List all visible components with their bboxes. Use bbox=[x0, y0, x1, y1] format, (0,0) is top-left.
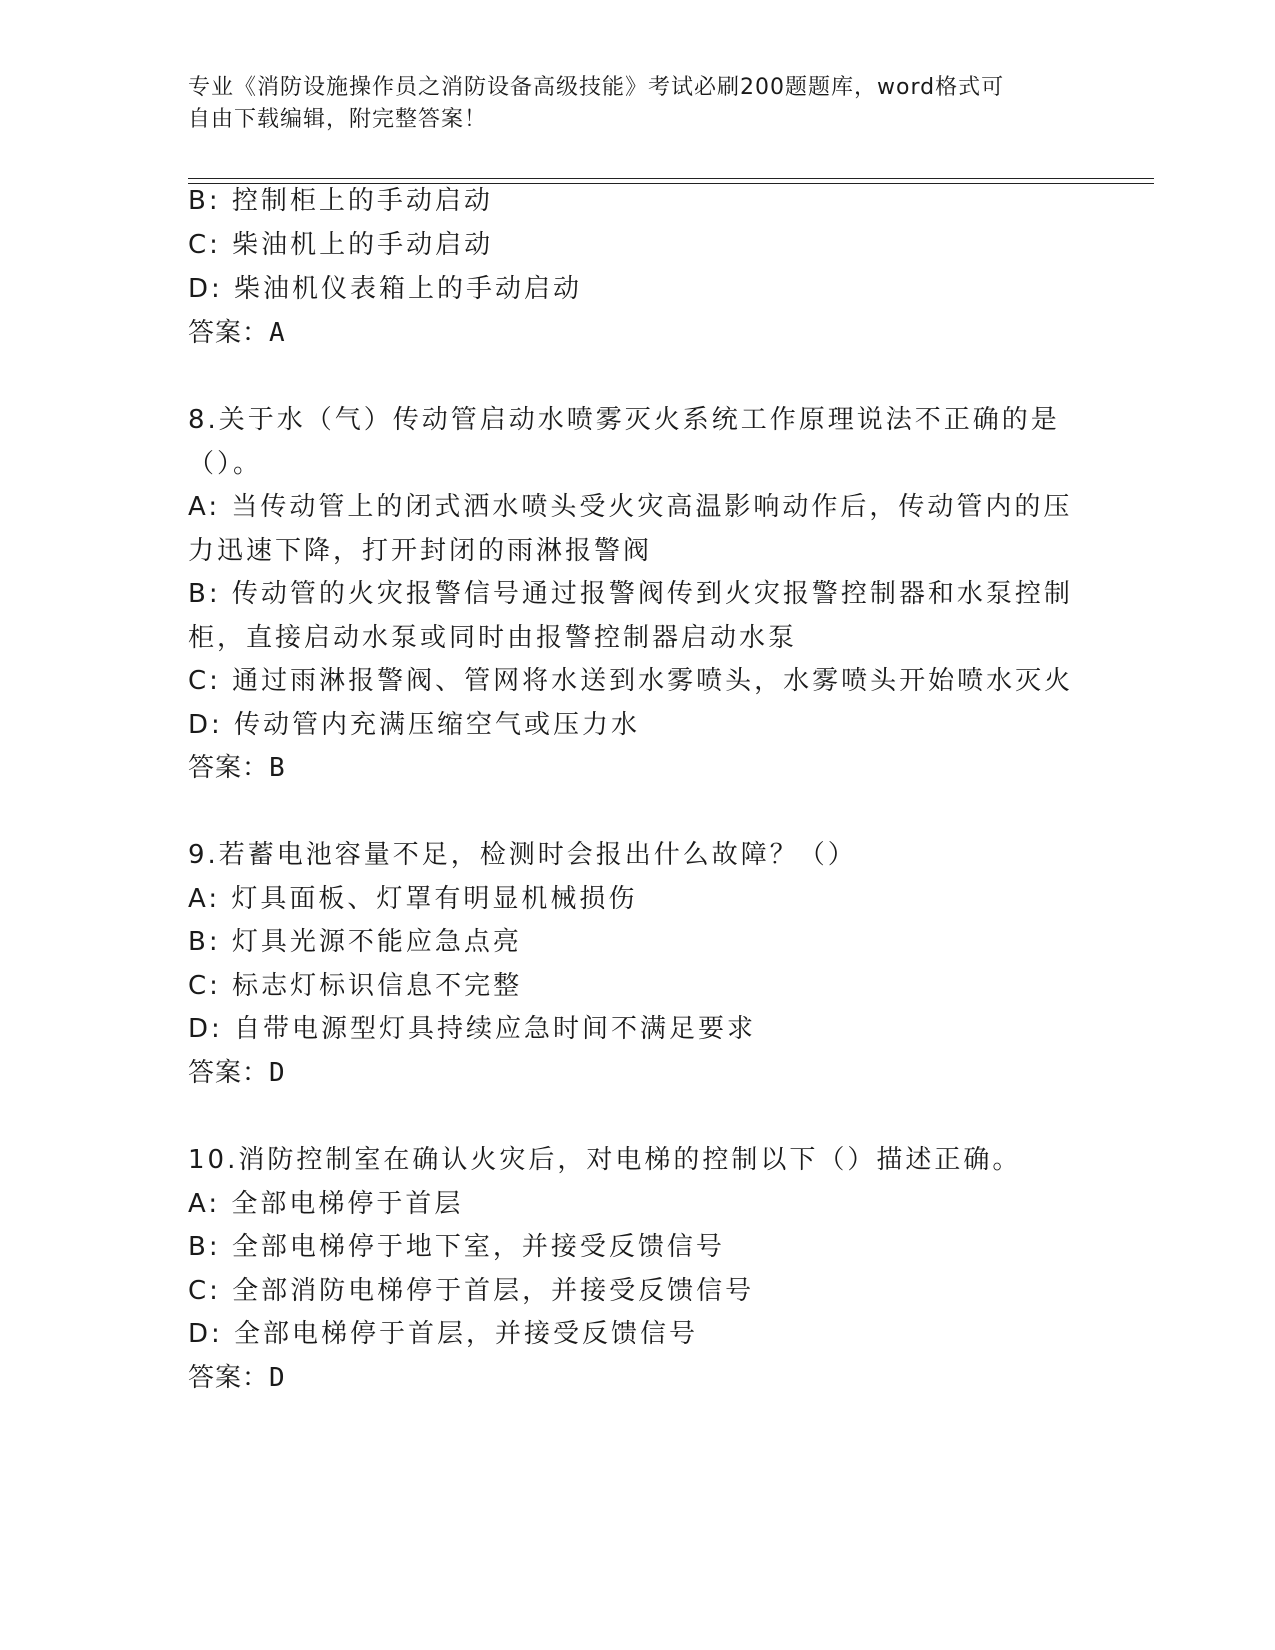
option-d: D: 传动管内充满压缩空气或压力水 bbox=[188, 710, 641, 740]
question-stem: 8.关于水（气）传动管启动水喷雾灭火系统工作原理说法不正确的是 bbox=[188, 405, 1060, 435]
header-line-1: 专业《消防设施操作员之消防设备高级技能》考试必刷200题题库，word格式可 bbox=[188, 75, 1005, 100]
answer-value: B bbox=[269, 753, 287, 783]
option-c: C: 柴油机上的手动启动 bbox=[188, 230, 494, 260]
answer-line bbox=[188, 1361, 287, 1395]
option-c: C: 全部消防电梯停于首层，并接受反馈信号 bbox=[188, 1276, 755, 1306]
header-divider-top bbox=[188, 178, 1154, 179]
option-b: B: 灯具光源不能应急点亮 bbox=[188, 927, 522, 957]
option-b: B: 全部电梯停于地下室，并接受反馈信号 bbox=[188, 1232, 725, 1262]
option-a: A: 全部电梯停于首层 bbox=[188, 1189, 464, 1219]
option-d: D: 柴油机仪表箱上的手动启动 bbox=[188, 274, 583, 304]
question-stem-cont: （）。 bbox=[188, 449, 263, 479]
option-d: D: 全部电梯停于首层，并接受反馈信号 bbox=[188, 1319, 699, 1349]
option-b: B: 传动管的火灾报警信号通过报警阀传到火灾报警控制器和水泵控制 bbox=[188, 579, 1073, 609]
answer-line bbox=[188, 1056, 287, 1090]
answer-value: D bbox=[269, 1363, 287, 1393]
answer-value: A bbox=[269, 318, 287, 348]
answer-value: D bbox=[269, 1058, 287, 1088]
question-stem: 10.消防控制室在确认火灾后，对电梯的控制以下（）描述正确。 bbox=[188, 1145, 1022, 1175]
option-c: C: 标志灯标识信息不完整 bbox=[188, 971, 523, 1001]
option-c: C: 通过雨淋报警阀、管网将水送到水雾喷头，水雾喷头开始喷水灭火 bbox=[188, 666, 1074, 696]
answer-line bbox=[188, 751, 287, 785]
option-a: A: 灯具面板、灯罩有明显机械损伤 bbox=[188, 884, 638, 914]
option-a-cont: 力迅速下降，打开封闭的雨淋报警阀 bbox=[188, 536, 653, 566]
answer-label: 答案： bbox=[188, 753, 270, 783]
answer-label: 答案： bbox=[188, 1363, 270, 1393]
answer-line bbox=[188, 316, 287, 350]
option-a: A: 当传动管上的闭式洒水喷头受火灾高温影响动作后，传动管内的压 bbox=[188, 492, 1073, 522]
answer-label: 答案： bbox=[188, 1058, 270, 1088]
option-b-cont: 柜，直接启动水泵或同时由报警控制器启动水泵 bbox=[188, 623, 798, 653]
option-d: D: 自带电源型灯具持续应急时间不满足要求 bbox=[188, 1014, 757, 1044]
header-line-2: 自由下载编辑，附完整答案！ bbox=[188, 107, 488, 132]
answer-label: 答案： bbox=[188, 318, 270, 348]
option-b: B: 控制柜上的手动启动 bbox=[188, 186, 493, 216]
question-stem: 9.若蓄电池容量不足，检测时会报出什么故障？（） bbox=[188, 840, 857, 870]
document-header bbox=[188, 72, 1088, 136]
